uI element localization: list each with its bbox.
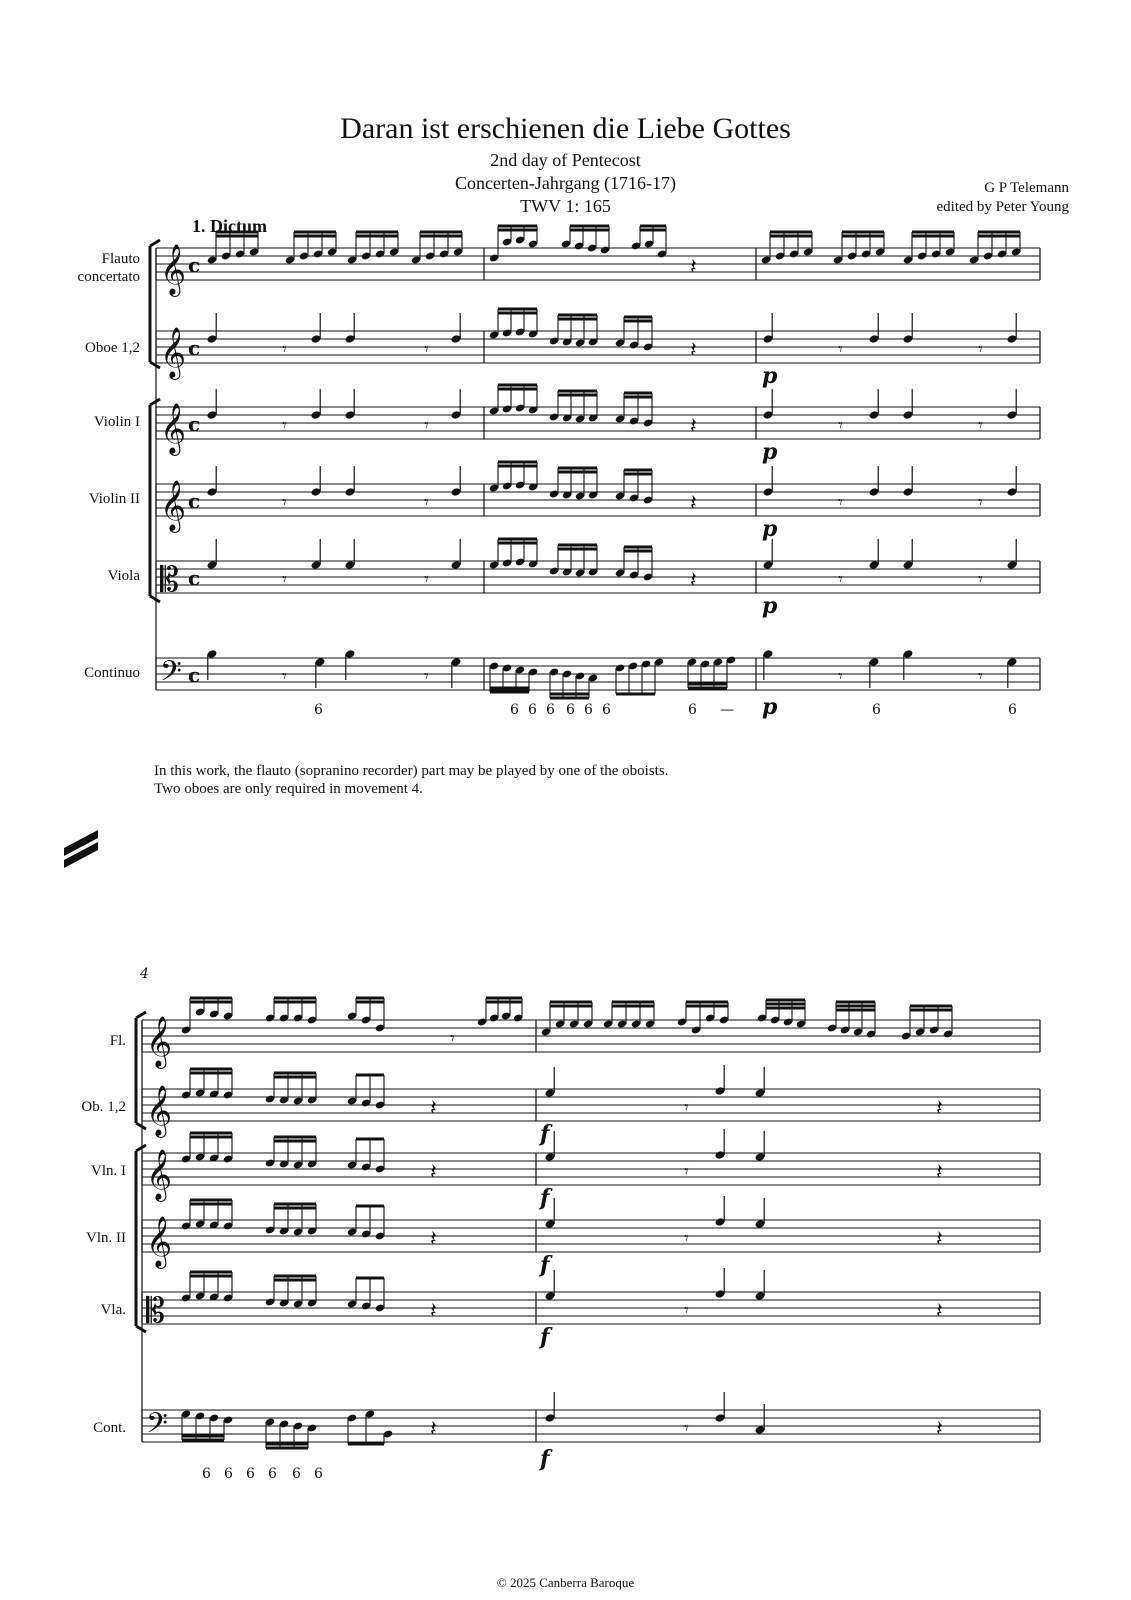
strings-bracket-2 [136, 1145, 146, 1332]
alto-clef-icon: 𝄡 [160, 560, 179, 600]
editor-credit: edited by Peter Young [936, 199, 1069, 215]
figured-bass-figure: 6 [528, 702, 537, 718]
system-separator-icon [64, 830, 98, 868]
instrument-label-viola: Viola [107, 568, 140, 584]
eighth-rest: 𝄾 [282, 569, 287, 590]
treble-clef-icon: 𝄞 [160, 480, 187, 531]
quarter-rest: 𝄽 [430, 1299, 437, 1324]
cycle-line: Concerten-Jahrgang (1716-17) [454, 173, 677, 193]
dynamic-forte: f [540, 1252, 550, 1278]
eighth-rest: 𝄾 [684, 1097, 689, 1118]
bass-clef-icon: 𝄢 [146, 1407, 168, 1447]
quarter-rest: 𝄽 [936, 1160, 943, 1185]
time-signature: c [188, 336, 201, 360]
figured-bass-figure: 6 [566, 702, 575, 718]
piece-title: Daran ist erschienen die Liebe Gottes [340, 112, 791, 145]
eighth-rest: 𝄾 [838, 339, 843, 360]
measure-number: 4 [140, 966, 149, 982]
dynamic-forte: f [540, 1185, 550, 1211]
treble-clef-icon: 𝄞 [160, 403, 187, 454]
figured-bass-figure: 6 [246, 1466, 255, 1482]
figured-bass-figure: 6 [584, 702, 593, 718]
quarter-rest: 𝄽 [936, 1227, 943, 1252]
eighth-rest: 𝄾 [838, 666, 843, 687]
quarter-rest: 𝄽 [936, 1417, 943, 1442]
figured-bass-figure: 6 [292, 1466, 301, 1482]
treble-clef-icon: 𝄞 [146, 1016, 173, 1067]
instrument-label-continuo: Continuo [84, 665, 140, 681]
instrument-label-vla: Vla. [100, 1302, 126, 1318]
time-signature: c [188, 412, 201, 436]
eighth-rest: 𝄾 [424, 339, 429, 360]
figured-bass-figure: 6 [546, 702, 555, 718]
eighth-rest: 𝄾 [424, 492, 429, 513]
quarter-rest: 𝄽 [430, 1227, 437, 1252]
quarter-rest: 𝄽 [936, 1096, 943, 1121]
quarter-rest: 𝄽 [690, 255, 697, 280]
figured-bass-figure: 6 [314, 1466, 323, 1482]
instrument-label-vln1: Vln. I [91, 1163, 126, 1179]
eighth-rest: 𝄾 [978, 666, 983, 687]
occasion-line: 2nd day of Pentecost [490, 150, 641, 170]
figured-bass-figure: 6 [872, 702, 881, 718]
eighth-rest: 𝄾 [838, 492, 843, 513]
alto-clef-icon: 𝄡 [146, 1291, 165, 1331]
figured-bass-figure: 6 [510, 702, 519, 718]
instrument-label-violin2: Violin II [88, 491, 140, 507]
eighth-rest: 𝄾 [424, 666, 429, 687]
instrument-label-cont: Cont. [93, 1420, 126, 1436]
eighth-rest: 𝄾 [424, 415, 429, 436]
eighth-rest: 𝄾 [684, 1418, 689, 1439]
quarter-rest: 𝄽 [936, 1299, 943, 1324]
catalogue-line: TWV 1: 165 [520, 196, 611, 216]
time-signature: c [188, 253, 201, 277]
quarter-rest: 𝄽 [430, 1096, 437, 1121]
figured-bass-figure: — [720, 702, 734, 718]
composer-name: G P Telemann [984, 180, 1069, 196]
eighth-rest: 𝄾 [978, 415, 983, 436]
instrument-label-fl: Fl. [109, 1033, 126, 1049]
dynamic-piano: p [762, 363, 778, 389]
figured-bass-figure: 6 [314, 702, 323, 718]
figured-bass-figure: 6 [268, 1466, 277, 1482]
wind-bracket-2 [136, 1012, 146, 1129]
eighth-rest: 𝄾 [684, 1161, 689, 1182]
eighth-rest: 𝄾 [978, 569, 983, 590]
eighth-rest: 𝄾 [684, 1300, 689, 1321]
treble-clef-icon: 𝄞 [146, 1085, 173, 1136]
eighth-rest: 𝄾 [282, 666, 287, 687]
eighth-rest: 𝄾 [282, 415, 287, 436]
eighth-rest: 𝄾 [684, 1228, 689, 1249]
treble-clef-icon: 𝄞 [160, 244, 187, 295]
bass-clef-icon: 𝄢 [160, 655, 182, 695]
quarter-rest: 𝄽 [690, 491, 697, 516]
time-signature: c [188, 566, 201, 590]
eighth-rest: 𝄾 [978, 339, 983, 360]
figured-bass-figure: 6 [1008, 702, 1017, 718]
performance-note-line-1: In this work, the flauto (sopranino recorder) part may be played by one of the oboists. [154, 763, 669, 779]
instrument-label-ob: Ob. 1,2 [81, 1099, 126, 1115]
time-signature: c [188, 489, 201, 513]
quarter-rest: 𝄽 [690, 568, 697, 593]
eighth-rest: 𝄾 [978, 492, 983, 513]
performance-note-line-2: Two oboes are only required in movement 4. [154, 781, 423, 797]
instrument-label-flute: Flauto concertato [77, 251, 140, 285]
instrument-label-vln2: Vln. II [86, 1230, 126, 1246]
copyright-footer: © 2025 Canberra Baroque [496, 1575, 635, 1590]
figured-bass-figure: 6 [202, 1466, 211, 1482]
quarter-rest: 𝄽 [430, 1160, 437, 1185]
instrument-label-oboe: Oboe 1,2 [85, 340, 140, 356]
instrument-label-violin1: Violin I [93, 414, 140, 430]
dynamic-forte: f [540, 1121, 550, 1147]
movement-heading: 1. Dictum [192, 216, 267, 236]
dynamic-piano: p [762, 593, 778, 619]
dynamic-piano: p [762, 439, 778, 465]
quarter-rest: 𝄽 [690, 338, 697, 363]
figured-bass-figure: 6 [602, 702, 611, 718]
time-signature: c [188, 663, 201, 687]
dynamic-forte: f [540, 1324, 550, 1350]
figured-bass-figure: 6 [688, 702, 697, 718]
eighth-rest: 𝄾 [282, 339, 287, 360]
quarter-rest: 𝄽 [690, 414, 697, 439]
eighth-rest: 𝄾 [838, 569, 843, 590]
dynamic-piano: p [762, 694, 778, 720]
treble-clef-icon: 𝄞 [146, 1149, 173, 1200]
wind-bracket [150, 240, 160, 368]
figured-bass-figure: 6 [224, 1466, 233, 1482]
dynamic-forte: f [540, 1446, 550, 1472]
eighth-rest: 𝄾 [282, 492, 287, 513]
eighth-rest: 𝄾 [838, 415, 843, 436]
treble-clef-icon: 𝄞 [146, 1216, 173, 1267]
eighth-rest: 𝄾 [450, 1028, 455, 1049]
quarter-rest: 𝄽 [430, 1417, 437, 1442]
treble-clef-icon: 𝄞 [160, 327, 187, 378]
dynamic-piano: p [762, 516, 778, 542]
eighth-rest: 𝄾 [424, 569, 429, 590]
